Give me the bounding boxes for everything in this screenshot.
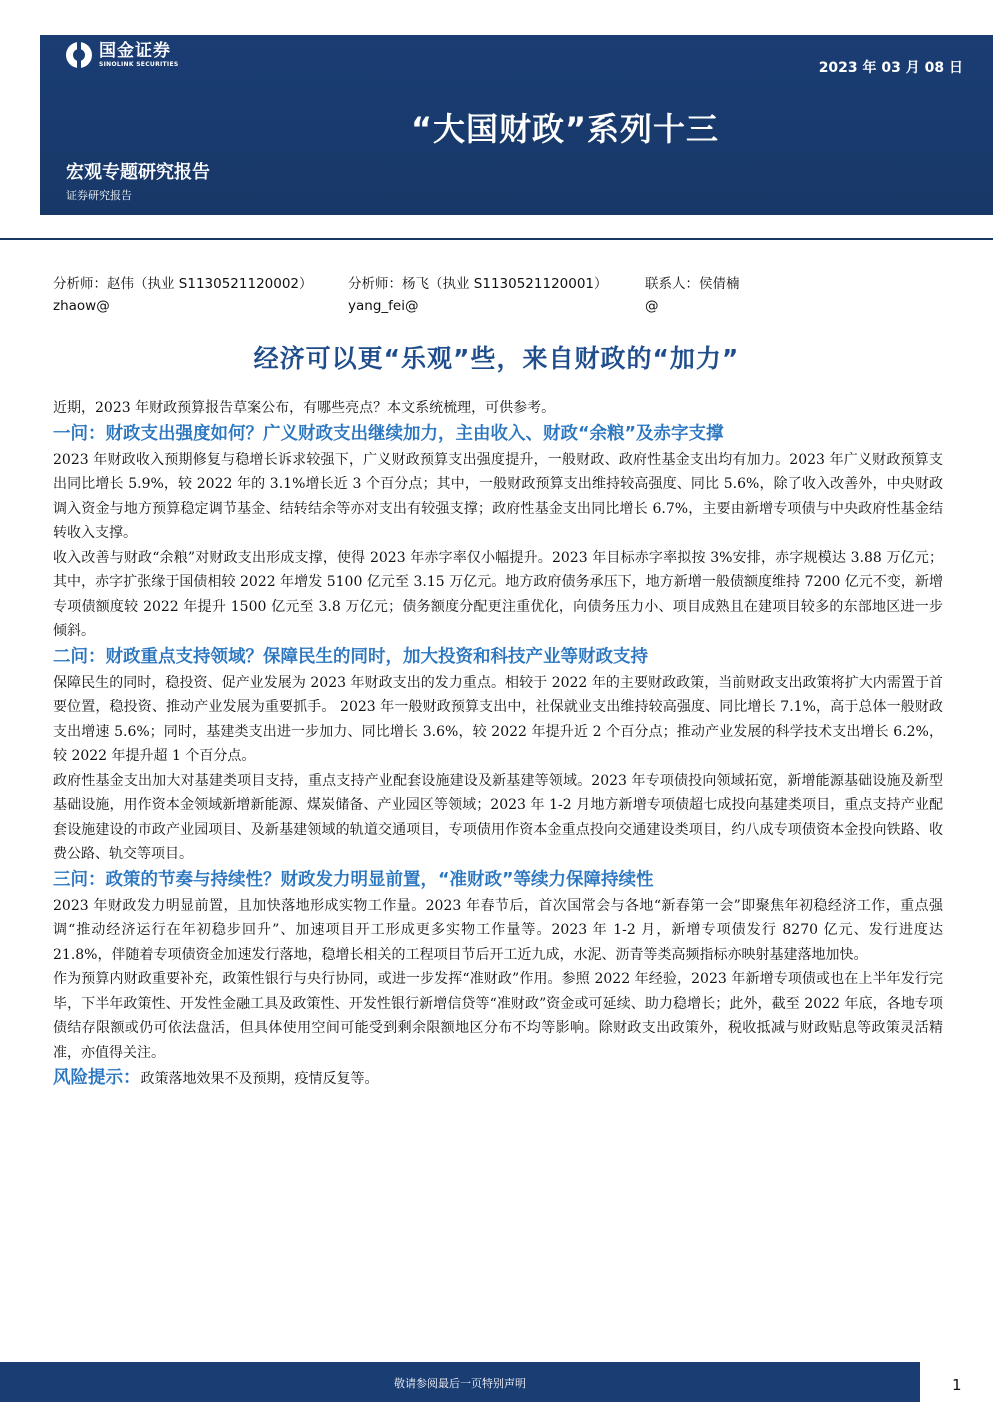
contact-name: 联系人：侯倩楠 (645, 276, 740, 292)
paragraph: 政府性基金支出加大对基建类项目支持，重点支持产业配套设施建设及新基建等领域。2023 年专项债投向领域拓宽，新增能源基础设施及新型基础设施，用作资本金领域新增新能源、煤炭储备、产业园区等领域；2023 年 1-2 月地方新增专项债超七成投向基建类项目，重点支持产业配套设施建设的市政产业园项目、及新基建领域的轨道交通项目，专项债用作资本金重点投向交通建设类项目，约八成专项债资本金投向铁路、收费公路、轨交等项目。 (53, 772, 943, 862)
contact-block (645, 273, 740, 317)
paragraph: 作为预算内财政重要补充，政策性银行与央行协同，或进一步发挥“准财政”作用。参照 2022 年经验，2023 年新增专项债或也在上半年发行完毕，下半年政策性、开发性金融工具及政策性、开发性银行新增信贷等“准财政”资金或可延续、助力稳增长；此外，截至 2022 年底，各地专项债结存限额或仍可依法盘活，但具体使用空间可能受到剩余限额地区分布不均等影响。除财政支出政策外，税收抵减与财政贴息等政策灵活精准，亦值得关注。 (53, 971, 943, 1061)
series-title: “大国财政”系列十三 (410, 110, 720, 148)
report-date: 2023 年 03 月 08 日 (818, 60, 963, 76)
report-subtype: 证券研究报告 (66, 189, 132, 202)
footer-disclaimer[interactable]: 敬请参阅最后一页特别声明 (394, 1377, 526, 1390)
risk-warning (53, 1065, 943, 1092)
contact-email[interactable]: @ (645, 298, 659, 314)
analyst-email[interactable]: zhaow@ (53, 298, 110, 314)
paragraph: 保障民生的同时，稳投资、促产业发展为 2023 年财政支出的发力重点。相较于 2022 年的主要财政政策，当前财政支出政策将扩大内需置于首要位置，稳投资、推动产业发展为重要抓手。 2023 年一般财政预算支出中，社保就业支出维持较高强度、同比增长 7.1%，高于总体一般财政支出增速 5.6%；同时，基建类支出进一步加力、同比增长 3.6%，较 2022 年提升近 2 个百分点；推动产业发展的科学技术支出增长 6.2%，较 2022 年提升超 1 个百分点。 (53, 674, 943, 764)
intro-paragraph: 近期，2023 年财政预算报告草案公布，有哪些亮点？本文系统梳理，可供参考。 (53, 400, 556, 416)
analyst-block (348, 273, 608, 317)
report-body (53, 396, 943, 1092)
paragraph: 2023 年财政收入预期修复与稳增长诉求较强下，广义财政预算支出强度提升，一般财政、政府性基金支出均有加力。2023 年广义财政预算支出同比增长 5.9%，较 2022 年的 3.1%增长近 3 个百分点；其中，一般财政预算支出维持较高强度、同比 5.6%，除了收入改善外，中央财政调入资金与地方预算稳定调节基金、结转结余等亦对支出有较强支撑；政府性基金支出同比增长 6.7%，主要由新增专项债与中央政府性基金结转收入支撑。 (53, 451, 943, 541)
report-title: 经济可以更“乐观”些，来自财政的“加力” (253, 344, 740, 373)
sinolink-logo-icon (66, 42, 92, 68)
section-heading-3: 三问：政策的节奏与持续性？财政发力明显前置，“准财政”等续力保障持续性 (53, 869, 654, 890)
paragraph: 2023 年财政发力明显前置，且加快落地形成实物工作量。2023 年春节后，首次国常会与各地“新春第一会”即聚焦年初稳经济工作，重点强调“推动经济运行在年初稳步回升”、加速项目开工形成更多实物工作量等。2023 年 1-2 月，新增专项债发行 8270 亿元、发行进度达 21.8%，伴随着专项债资金加速发行落地，稳增长相关的工程项目节后开工近九成，水泥、沥青等类高频指标亦映射基建落地加快。 (53, 897, 943, 963)
header-divider (0, 238, 993, 240)
analyst-email[interactable]: yang_fei@ (348, 298, 419, 314)
page-number: 1 (952, 1376, 962, 1394)
risk-label: 风险提示： (53, 1068, 141, 1088)
logo-text-cn: 国金证券 (99, 40, 171, 61)
risk-text: 政策落地效果不及预期，疫情反复等。 (140, 1071, 379, 1087)
analyst-name: 分析师：赵伟（执业 S1130521120002） (53, 276, 313, 292)
logo-text-en: SINOLINK SECURITIES (99, 60, 179, 68)
section-heading-1: 一问：财政支出强度如何？广义财政支出继续加力，主由收入、财政“余粮”及赤字支撑 (53, 423, 724, 444)
section-heading-2: 二问：财政重点支持领域？保障民生的同时，加大投资和科技产业等财政支持 (53, 646, 648, 667)
report-type: 宏观专题研究报告 (66, 162, 210, 183)
paragraph: 收入改善与财政“余粮”对财政支出形成支撑，使得 2023 年赤字率仅小幅提升。2023 年目标赤字率拟按 3%安排，赤字规模达 3.88 万亿元；其中，赤字扩张缘于国债相较 2022 年增发 5100 亿元至 3.15 万亿元。地方政府债务承压下，地方新增一般债额度维持 7200 亿元不变，新增专项债额度较 2022 年提升 1500 亿元至 3.8 万亿元；债务额度分配更注重优化，向债务压力小、项目成熟且在建项目较多的东部地区进一步倾斜。 (53, 549, 943, 639)
company-logo (66, 42, 178, 68)
analyst-name: 分析师：杨飞（执业 S1130521120001） (348, 276, 608, 292)
analyst-block (53, 273, 313, 317)
